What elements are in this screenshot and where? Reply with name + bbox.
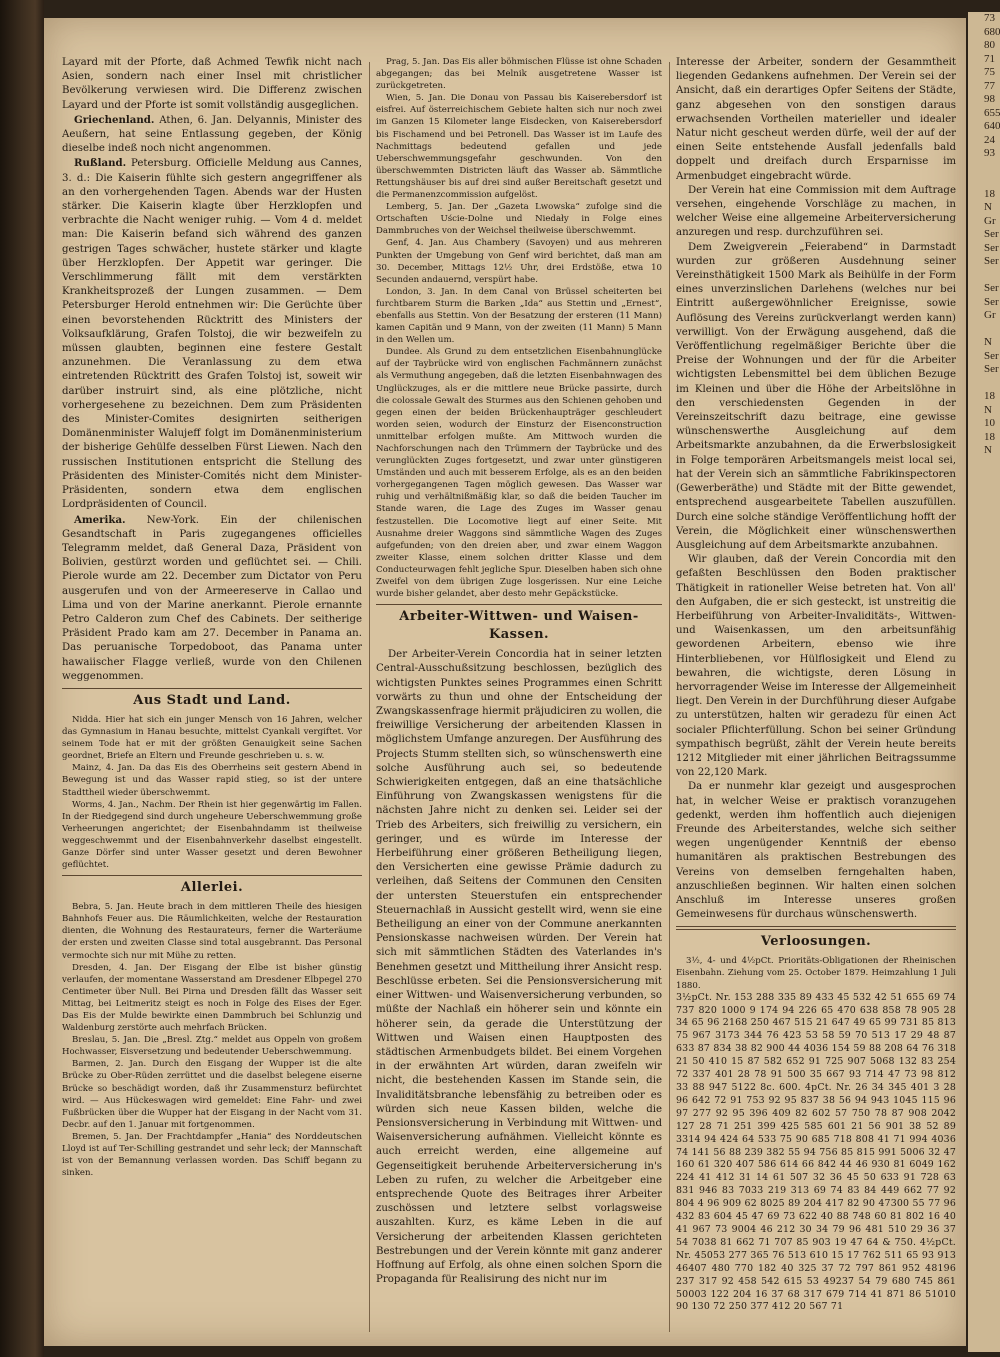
country-lead: Amerika. bbox=[74, 513, 126, 526]
edge-fragment: 24 bbox=[984, 133, 995, 146]
article-paragraph bbox=[376, 286, 662, 346]
article-paragraph bbox=[676, 56, 956, 184]
edge-fragment: 98 bbox=[984, 93, 995, 105]
section-rule bbox=[376, 604, 662, 605]
paragraph-text: Worms, 4. Jan., Nachm. Der Rhein ist hier gegenwärtig im Fallen. In der Riedgegend sind durch ungeheure Ueberschwemmung große Verheerungen angerichtet; der Eisenbahndamm ist theilweise weggeschwemmt und der Eisenbahnverkehr daselbst eingestellt. Ganze Dörfer sind unter Wasser gesetzt und deren Bewohner geflüchtet. bbox=[62, 799, 362, 871]
article-paragraph bbox=[62, 962, 362, 1035]
article-paragraph bbox=[676, 553, 956, 780]
paragraph-text: Dem Zweigverein „Feierabend“ in Darmstadt wurden zur größeren Ausdehnung seiner Vereinsthätigkeit 1500 Mark als Beihülfe in der Form eines unverzinslichen Darlehens (welches nur bei Eintritt außergewöhnlicher Ereignisse, sowie Auflösung des Vereins zurückverlangt werden kann) verwilligt. Von der Erwägung ausgehend, daß die Veröffentlichung regelmäßiger Berichte über die Preise der Wohnungen und der für die Arbeiter wichtigsten Lebensmittel bei dem üblichen Bezuge im Kleinen und über die Höhe der Arbeitslöhne in den verschiedensten Gegenden in der Vereinszeitschrift dazu beitrage, eine gewisse wünschenswerthe Ausgleichung auf dem Arbeitsmarkte anzubahnen, da die Erwerbslosigkeit in Folge temporären Arbeitsmangels meist local sei, hat der Verein sich an sämmtliche Fabrikinspectoren (Gewerberäthe) und Städte mit der Bitte gewendet, entsprechend ausgearbeitete Tabellen auszufüllen. Durch eine solche ständige Veröffentlichung hofft der Verein, die Möglichkeit einer wünschenswerthen Ausgleichung auf dem Arbeitsmarkte anzubahnen. bbox=[676, 241, 956, 551]
edge-fragment: 77 bbox=[984, 79, 995, 92]
article-paragraph bbox=[62, 513, 362, 684]
section-rule bbox=[62, 688, 362, 689]
article-paragraph bbox=[676, 955, 956, 991]
article-paragraph bbox=[62, 56, 362, 113]
article-paragraph bbox=[376, 648, 662, 1287]
paragraph-text: Wien, 5. Jan. Die Donau von Passau bis Kaiserebersdorf ist eisfrei. Auf österreichischem Gebiete halten sich nur noch zwei im Ganzen 15 Kilometer lange Eisdecken, von Kaiserebersdorf bis Fischamend und bei Petronell. Das Wasser ist im Laufe des Nachmittags bedeutend gefallen und jede Ueberschwemmungsgefahr geschwunden. Von den überschwemmten Districten läuft das Wasser ab. Sämmtliche Rettungshäuser bis auf drei sind außer Bereitschaft gesetzt und die Permanenzcommission aufgelöst. bbox=[376, 93, 662, 201]
edge-fragment: Gr bbox=[984, 309, 996, 321]
edge-fragment: N bbox=[984, 336, 992, 348]
edge-fragment: Ser bbox=[984, 295, 999, 308]
article-paragraph bbox=[376, 201, 662, 237]
section-heading: Verloosungen. bbox=[760, 934, 872, 950]
column-divider bbox=[669, 62, 670, 1332]
paragraph-text: Bebra, 5. Jan. Heute brach in dem mittleren Theile des hiesigen Bahnhofs Feuer aus. Die Räumlichkeiten, welche der Restauration dienten, die Wohnung des Restaurateurs, ferner die Warteräume der ersten und zweiten Classe sind total ausgebrannt. Das Personal vermochte sich nur mit Mühe zu retten. bbox=[62, 902, 362, 961]
edge-fragment: 75 bbox=[984, 66, 995, 78]
article-paragraph bbox=[376, 92, 662, 201]
article-paragraph bbox=[62, 1131, 362, 1179]
paragraph-text: Lemberg, 5. Jan. Der „Gazeta Lwowska“ zufolge sind die Ortschaften Uście-Dolne und Niedały in Folge eines Dammbruches von der Weichsel theilweise überschwemmt. bbox=[376, 202, 662, 237]
paragraph-text: Petersburg. Officielle Meldung aus Cannes, 3. d.: Die Kaiserin fühlte sich gestern angegriffener als an den vorhergehenden Tagen. Abends war der Husten stärker. Die Kaiserin klagte über Herzklopfen und verbrachte die Nacht weniger ruhig. — Vom 4 d. meldet man: Die Kaiserin befand sich während des ganzen gestrigen Tages schwächer, hustete stärker und klagte über Herzklopfen. Der Appetit war geringer. Die Verschlimmerung fällt mit dem verstärkten Krankheitsprozeß der Lungen zusammen. — Dem Petersburger Herold entnehmen wir: Die Gerüchte über einen bevorstehenden Rücktritt des Ministers der Volksaufklärung, Grafen Tolstoj, die wir bezweifeln zu müssen glaubten, beginnen eine festere Gestalt anzunehmen. Die Veranlassung zu dem etwa eintretenden Rücktritt des Grafen Tolstoj ist, soweit wir darüber instruirt sind, als eine plötzliche, nicht vorhergesehene zu bezeichnen. Dem zum Präsidenten des Minister-Comites designirten seitherigen Domänenminister Walujeff folgt im Domänenministerium der bisherige Gehülfe desselben Fürst Liewen. Nach den russischen Institutionen entspricht die Stellung des Präsidenten des Minister-Comités nicht dem Minister-Präsidenten, sondern etwa dem englischen Lordpräsidenten of Council. bbox=[62, 158, 362, 511]
article-paragraph bbox=[376, 56, 662, 92]
article-paragraph bbox=[62, 799, 362, 872]
paragraph-text: Da er nunmehr klar gezeigt und ausgesprochen hat, in welcher Weise er praktisch voranzugehen gedenkt, werden ihm hoffentlich auch diejenigen Freunde des Arbeiterstandes, welche sich seither wegen ungenügender Kenntniß der ebenso humanitären als praktischen Bestrebungen des Vereins von demselben ferngehalten haben, anzuschließen beginnen. Wir halten einen solchen Anschluß im Interesse unseres großen Gemeinwesens für durchaus wünschenswerth. bbox=[676, 781, 956, 921]
book-binding bbox=[0, 0, 44, 1357]
paragraph-text: Dresden, 4. Jan. Der Eisgang der Elbe ist bisher günstig verlaufen, der momentane Wasserstand am Dresdener Elbpegel 270 Centimeter über Null. Bei Pirna und Dresden fällt das Wasser seit Mittag, bei Leitmeritz steigt es noch in Folge des Eises der Eger. Das Eis der Mulde bewirkte einen Dammbruch bei Schlunzig und Waldenburg zerstörte auch mehrfach Brücken. bbox=[62, 962, 362, 1034]
section-rule bbox=[676, 926, 956, 930]
edge-fragment: 680 bbox=[984, 25, 1000, 38]
paragraph-text: Nidda. Hier hat sich ein junger Mensch von 16 Jahren, welcher das Gymnasium in Hanau besuchte, mittelst Cyankali vergiftet. Vor seinem Tode hat er mit der größten Genauigkeit seine Sachen geordnet, Briefe an Eltern und Freunde geschrieben u. s. w. bbox=[62, 714, 362, 762]
column-middle bbox=[376, 56, 662, 1336]
article-paragraph bbox=[376, 237, 662, 285]
article-paragraph bbox=[676, 241, 956, 553]
section-heading: Aus Stadt und Land. bbox=[133, 692, 291, 708]
article-paragraph bbox=[62, 1034, 362, 1058]
column-right bbox=[676, 56, 956, 1336]
paragraph-text: Wir glauben, daß der Verein Concordia mit den gefaßten Beschlüssen den Boden praktischer Thätigkeit in rationeller Weise betreten hat. Von all' den Aufgaben, die er sich gesteckt, ist unstreitig die Herbeiführung von Arbeiter-Invaliditäts-, Wittwen- und Waisenkassen, um den arbeitsunfähig gewordenen Arbeitern, ebenso wie ihre Hinterbliebenen, vor Hülflosigkeit und Elend zu bewahren, die wichtigste, deren Lösung in hervorragender Weise im Interesse der Allgemeinheit liegt. Den Verein in der Durchführung dieser Aufgabe zu unterstützen, halten wir geradezu für einen Act socialer Pflichterfüllung. Schon bei seiner Gründung sympathisch begrüßt, zählt der Verein heute bereits 1212 Mitglieder mit einer jährlichen Beitragssumme von 22,120 Mark. bbox=[676, 554, 956, 779]
edge-fragment bbox=[984, 323, 1000, 337]
edge-fragment: Ser bbox=[984, 241, 999, 254]
paragraph-text: Athen, 6. Jan. Delyannis, Minister des Aeußern, hat seine Entlassung gegeben, der König dieselbe indeß noch nicht angenommen. bbox=[62, 114, 362, 155]
article-paragraph bbox=[676, 780, 956, 922]
lottery-numbers bbox=[676, 992, 956, 1315]
edge-fragment: Ser bbox=[984, 228, 999, 240]
newspaper-page bbox=[44, 18, 966, 1346]
edge-fragment: 71 bbox=[984, 52, 995, 65]
edge-fragment: N bbox=[984, 201, 992, 213]
section-heading: Arbeiter-Wittwen- und Waisen-Kassen. bbox=[399, 609, 639, 643]
edge-fragment bbox=[984, 174, 1000, 188]
edge-fragment: Gr bbox=[984, 214, 996, 227]
paragraph-text: 3½, 4- und 4½pCt. Prioritäts-Obligationen der Rheinischen Eisenbahn. Ziehung vom 25. October 1879. Heimzahlung 1 Juli 1880. bbox=[676, 956, 956, 991]
edge-fragment: 655 bbox=[984, 106, 1000, 119]
edge-fragment: 18 bbox=[984, 187, 995, 200]
edge-fragment: Ser bbox=[984, 363, 999, 375]
paragraph-text: Dundee. Als Grund zu dem entsetzlichen Eisenbahnunglücke auf der Taybrücke wird von englischen Fachmännern zunächst als Vermuthung angegeben, daß die letzten Eisenbahnwagen des Unglückzuges, als er die mittlere neue Brücke passirte, durch die colossale Gewalt des Sturmes aus den Schienen gehoben und gegen einen der beiden Brückenhaupträger geschleudert worden seien, wodurch der Einsturz der Eisenconstruction unmittelbar erfolgen mußte. Am Mittwoch wurden die Nachforschungen nach den Trümmern der Taybrücke und des verunglückten Zuges fortgesetzt, und zwar unter günstigeren Umständen und auch mit besserem Erfolge, als es an den beiden vorhergegangenen Tagen möglich gewesen. Das Wasser war ruhig und verhältnißmäßig klar, so daß die beiden Taucher im Stande waren, die Lage des Zuges im Wasser genau festzustellen. Die Locomotive liegt auf einer Seite. Mit Ausnahme dreier Waggons sind sämmtliche Wagen des Zuges aufgefunden; von den dreien aber, und zwar einem Waggon zweiter Klasse, einem solchen dritter Klasse und dem Conducteurwagen fehlt jegliche Spur. Dieselben haben sich ohne Zweifel von dem übrigen Zuge losgerissen. Nur eine Leiche wurde bisher gelandet, aber desto mehr Gepäckstücke. bbox=[376, 347, 662, 600]
article-paragraph bbox=[62, 901, 362, 961]
paragraph-text: Bremen, 5. Jan. Der Frachtdampfer „Hania“ des Norddeutschen Lloyd ist auf Ter-Schilling gestrandet und sehr leck; der Mannschaft ist von der Bemannung verlassen worden. Das Schiff begann zu sinken. bbox=[62, 1131, 362, 1179]
paragraph-text: Mainz, 4. Jan. Da das Eis des Oberrheins seit gestern Abend in Bewegung ist und das Wasser rapid stieg, so ist der untere Stadttheil wieder überschwemmt. bbox=[62, 763, 362, 798]
country-lead: Rußland. bbox=[74, 157, 127, 170]
article-paragraph bbox=[62, 113, 362, 157]
edge-fragment: N bbox=[984, 403, 992, 416]
edge-fragment: 640 bbox=[984, 120, 1000, 132]
article-paragraph bbox=[376, 346, 662, 600]
edge-fragment: 93 bbox=[984, 147, 995, 159]
paragraph-text: Genf, 4. Jan. Aus Chambery (Savoyen) und aus mehreren Punkten der Umgebung von Genf wird berichtet, daß man am 30. December, Mittags 12½ Uhr, drei Erdstöße, etwa 10 Secunden andauernd, verspürt habe. bbox=[376, 238, 662, 285]
column-divider bbox=[369, 62, 370, 1332]
adjacent-page-edge bbox=[968, 12, 1000, 1352]
paragraph-text: Interesse der Arbeiter, sondern der Gesammtheit liegenden Gedankens aufnehmen. Der Verein sei der Ansicht, daß ein derartiges Opfer Seitens der Städte, ganz abgesehen von den sonstigen daraus erwachsenden Vortheilen materieller und idealer Natur nicht gescheut werden dürfe, weil der auf der einen Seite entstehende Ausfall jedenfalls bald doppelt und dreifach durch Ersparnisse im Armenbudget eingebracht würde. bbox=[676, 57, 956, 182]
paragraph-text: Breslau, 5. Jan. Die „Bresl. Ztg.“ meldet aus Oppeln von großem Hochwasser, Eisversetzung und bedeutender Ueberschwemmung. bbox=[62, 1035, 362, 1058]
paragraph-text: New-York. Ein der chilenischen Gesandtschaft in Paris zugegangenes officielles Telegramm meldet, daß General Daza, Präsident von Bolivien, gestürzt worden und geflüchtet sei. — Chili. Pierole wurde am 22. December zum Dictator von Peru ausgerufen und von der Armeereserve in Callao und Lima und von der Marine anerkannt. Pierole ernannte Petro Calderon zum Chef des Cabinets. Der seitherige Präsident Prado kam am 27. December in Panama an. Das peruanische Torpedoboot, das Panama unter hawaiischer Flagge verließ, wurde von den Chilenen weggenommen. bbox=[62, 514, 362, 682]
edge-fragment bbox=[984, 161, 1000, 175]
article-paragraph bbox=[676, 184, 956, 241]
paragraph-text: Der Arbeiter-Verein Concordia hat in seiner letzten Central-Ausschußsitzung beschlossen, bezüglich des wichtigsten Punktes seines Programmes einen Schritt vorwärts zu thun und ohne der Entscheidung der Zwangskassenfrage hiermit präjudiciren zu wollen, die freiwillige Versicherung der arbeitenden Klassen in möglichstem Umfange anzuregen. Der Ausführung des Projects Stumm stellten sich, so wünschenswerth eine solche Ausführung auch sei, so bedeutende Schwierigkeiten entgegen, daß an eine thatsächliche Einführung von Zwangskassen wenigstens für die nächsten Jahre nicht zu denken sei. Leider sei der Trieb des Arbeiters, sich freiwillig zu versichern, ein geringer, und es würde im Interesse der Herbeiführung einer größeren Betheiligung liegen, den Versicherten eine gewisse Prämie dadurch zu verleihen, daß Seitens der Communen den Censiten der untersten Steuerstufen ein entsprechender Steuernachlaß in Aussicht gestellt wird, wenn sie eine Betheiligung an einer von der Commune anerkannten Pensionskasse nachweisen würden. Der Verein hat sich mit sämmtlichen Städten des Vaterlandes in's Benehmen gesetzt und Mittheilung ihrer Ansicht resp. Beschlüsse erbeten. Sei die Pensionsversicherung mit einer Wittwen- und Waisenversicherung verbunden, so müßte der Nachlaß ein höherer sein und könnte ein höherer sein, da gerade die Unterstützung der Wittwen und Waisen einen Hauptposten des städtischen Armenbudgets bildet. Bei einem Vorgehen in der erwähnten Art würden, daran zweifeln wir nicht, die bestehenden Kassen im Stande sein, die Invaliditätsbranche lebensfähig zu betreiben oder es würden sich neue Kassen bilden, welche die Pensionsversicherung in Verbindung mit Wittwen- und Waisenversicherung aufnähmen. Vielleicht könnte es auch erreicht werden, eine allgemeine auf Gegenseitigkeit beruhende Arbeiterversicherung in's Leben zu rufen, zu welcher die Arbeitgeber eine entsprechende Quote des Beitrages ihrer Arbeiter zuschössen und letztere selbst vorlagsweise auszahlten. Kurz, es käme Leben in die auf Versicherung der arbeitenden Klassen gerichteten Bestrebungen und der Verein könnte mit ganz anderer Hoffnung auf Erfolg, als ohne einen solchen Sporn die Propaganda für Realisirung des nicht nur im bbox=[376, 649, 662, 1286]
paragraph-text: 3½pCt. Nr. 153 288 335 89 433 45 532 42 51 655 69 74 737 820 1000 9 174 94 226 65 470 638 858 78 905 28 34 65 96 2168 250 467 515 21 647 49 65 99 731 85 813 75 967 3173 344 76 423 53 58 59 70 513 17 29 48 87 633 87 834 38 82 900 44 4036 154 59 88 208 64 76 318 21 50 410 15 87 582 652 91 725 907 5068 132 83 254 72 337 401 28 78 91 500 35 667 93 714 47 73 98 812 33 88 947 5122 8c. 600. 4pCt. Nr. 26 34 345 401 3 28 96 642 72 91 753 92 95 837 38 56 94 943 1045 115 96 97 277 92 95 396 409 82 602 57 750 78 87 908 2042 127 28 71 251 399 425 585 601 21 56 901 38 52 89 3314 94 424 64 533 75 90 685 718 808 41 71 994 4036 74 141 56 88 239 382 55 94 756 85 815 991 5006 32 47 160 61 320 407 586 614 66 842 44 46 930 81 6049 162 224 41 412 31 14 61 507 32 36 45 50 633 91 728 63 831 946 83 7033 219 313 69 74 83 84 449 662 77 92 804 4 96 909 62 8025 89 204 417 82 90 47300 55 77 96 432 83 604 45 47 69 73 622 40 88 748 60 81 802 16 40 41 967 73 9004 46 212 30 34 79 96 481 510 29 36 37 54 7038 81 662 71 707 85 903 19 47 64 & 750. 4½pCt. Nr. 45053 277 365 76 513 610 15 17 762 511 65 93 913 46407 480 770 182 40 325 37 72 797 861 952 48196 237 317 92 458 542 615 53 49237 54 79 680 745 861 50003 122 204 16 37 68 317 679 714 41 871 86 51010 90 130 72 250 377 412 20 567 71 bbox=[676, 991, 956, 1313]
edge-fragment: 10 bbox=[984, 417, 995, 429]
paragraph-text: Barmen, 2. Jan. Durch den Eisgang der Wupper ist die alte Brücke zu Ober-Rüden zerrüttet und die daselbst belegene eiserne Brücke so beschädigt worden, daß ihr Zusammensturz befürchtet wird. — Aus Hückeswagen wird gemeldet: Eine Fahr- und zwei Fußbrücken über die Wupper hat der Eisgang in der Nacht vom 31. Decbr. auf den 1. Januar mit fortgenommen. bbox=[62, 1059, 362, 1130]
section-heading: Allerlei. bbox=[180, 880, 244, 896]
article-paragraph bbox=[62, 1058, 362, 1131]
paragraph-text: Layard mit der Pforte, daß Achmed Tewfik nicht nach Asien, sondern nach einer Insel mit christlicher Bevölkerung verwiesen wird. Die Differenz zwischen Layard und der Pforte ist somit vollständig ausgeglichen. bbox=[62, 57, 362, 111]
edge-fragment: 80 bbox=[984, 39, 995, 51]
edge-fragment bbox=[984, 269, 1000, 283]
edge-fragment: Ser bbox=[984, 282, 999, 294]
paragraph-text: Der Verein hat eine Commission mit dem Auftrage versehen, eingehende Vorschläge zu machen, in welcher Weise eine allgemeine Arbeiterversicherung anzuregen und resp. durchzuführen sei. bbox=[676, 184, 956, 239]
edge-fragment bbox=[984, 377, 1000, 391]
edge-fragment: 73 bbox=[984, 12, 995, 24]
article-paragraph bbox=[62, 156, 362, 512]
edge-fragment: N bbox=[984, 444, 992, 456]
article-paragraph bbox=[62, 762, 362, 798]
section-rule bbox=[62, 875, 362, 876]
edge-fragment: Ser bbox=[984, 349, 999, 362]
column-left bbox=[62, 56, 362, 1336]
edge-fragment: 18 bbox=[984, 390, 995, 402]
paragraph-text: London, 3. Jan. In dem Canal von Brüssel scheiterten bei furchtbarem Sturm die Barken „Ida“ aus Stettin und „Ernest“, ebenfalls aus Stettin. Von der Besatzung der ersteren (11 Mann) kamen Capitän und 9 Mann, von der zweiten (11 Mann) 5 Mann in den Wellen um. bbox=[376, 286, 662, 346]
edge-fragment: 18 bbox=[984, 430, 995, 443]
country-lead: Griechenland. bbox=[74, 113, 155, 126]
paragraph-text: Prag, 5. Jan. Das Eis aller böhmischen Flüsse ist ohne Schaden abgegangen; das bei Melnik ausgetretene Wasser ist zurückgetreten. bbox=[376, 57, 662, 92]
edge-fragment: Ser bbox=[984, 255, 999, 267]
article-paragraph bbox=[62, 714, 362, 762]
